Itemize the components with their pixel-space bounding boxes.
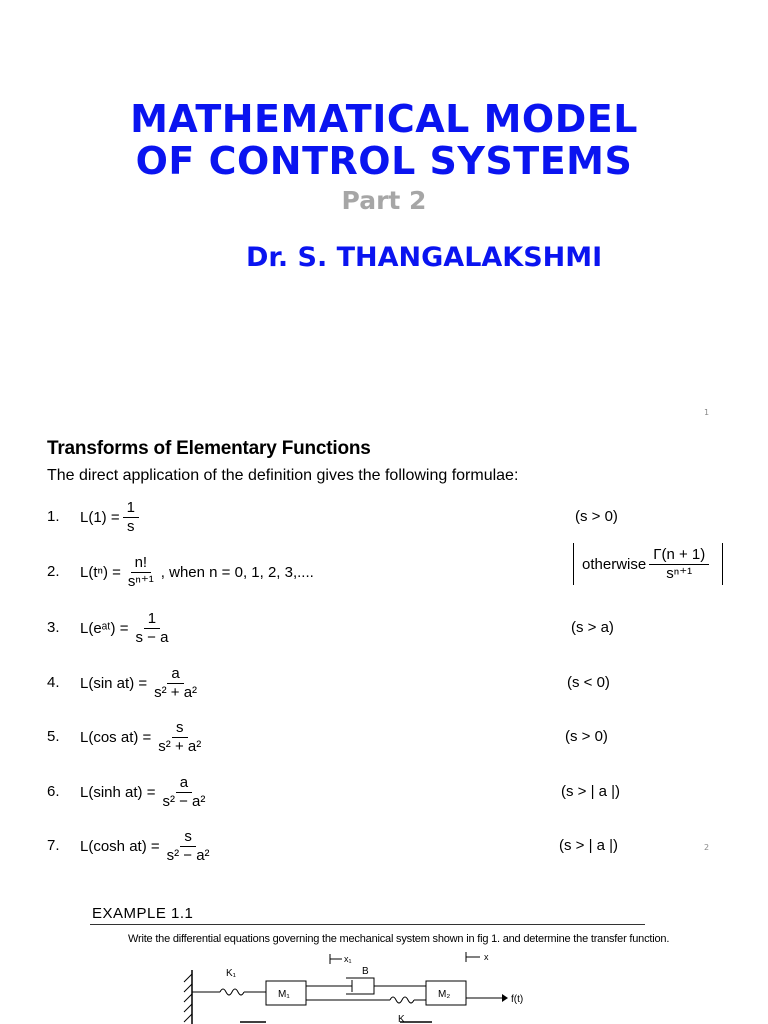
formula-expression (80, 769, 212, 815)
m2-label: M₂ (438, 989, 451, 1000)
fraction-denominator: s² + a² (158, 737, 202, 755)
formula-index: 3. (47, 619, 60, 636)
slide-title (0, 98, 768, 182)
fraction-numerator: a (167, 665, 183, 684)
fraction-denominator: s² − a² (162, 792, 206, 810)
formula-condition: (s > a) (571, 619, 614, 636)
formula-fraction (124, 554, 158, 591)
formula-index: 6. (47, 783, 60, 800)
example-heading: EXAMPLE 1.1 (92, 905, 194, 922)
fraction-numerator: 1 (123, 499, 139, 518)
x-label: x (484, 952, 489, 962)
formula-fraction (158, 774, 209, 811)
wall-hatching (184, 974, 192, 1022)
otherwise-label: otherwise (582, 555, 647, 573)
fraction-numerator: n! (131, 554, 152, 573)
formula-expression (80, 549, 314, 595)
formula-suffix: , when n = 0, 1, 2, 3,.... (160, 563, 314, 581)
formula-row (47, 714, 747, 760)
formula-fraction (163, 828, 214, 865)
divider (90, 924, 645, 925)
slide-subtitle: Part 2 (341, 186, 427, 215)
k1-label: K₁ (226, 968, 237, 979)
formula-index: 7. (47, 837, 60, 854)
fraction-denominator: s² + a² (154, 683, 198, 701)
slide-title-line-1: MATHEMATICAL MODEL (130, 97, 638, 141)
fraction-numerator: a (176, 774, 192, 793)
b-label: B (362, 966, 369, 977)
section-heading: Transforms of Elementary Functions (47, 438, 371, 459)
fraction-denominator: s − a (135, 628, 169, 646)
formula-condition: (s > | a |) (559, 837, 619, 854)
formula-lhs: L(sin at) = (80, 674, 148, 692)
otherwise-bracket (573, 543, 723, 585)
k-label: K (398, 1014, 405, 1024)
formula-expression (80, 823, 217, 869)
formula-index: 5. (47, 728, 60, 745)
x1-label: x₁ (344, 954, 352, 964)
formula-condition: (s > | a |) (561, 783, 621, 800)
damper-b (306, 978, 426, 994)
fraction-denominator: s (127, 517, 135, 535)
spring-k (306, 997, 426, 1003)
author-name: Dr. S. THANGALAKSHMI (246, 242, 603, 273)
formula-lhs: L(eᵃᵗ) = (80, 619, 129, 637)
formula-fraction (123, 499, 139, 536)
formula-index: 2. (47, 563, 60, 580)
force-label: f(t) (511, 994, 524, 1005)
formula-expression (80, 494, 142, 540)
fraction-denominator: sⁿ⁺¹ (127, 572, 154, 590)
page-number-2: 2 (704, 843, 710, 852)
fraction-denominator: sⁿ⁺¹ (666, 564, 693, 582)
formula-expression (80, 605, 175, 651)
otherwise-fraction (649, 546, 709, 583)
formula-lhs: L(1) = (80, 508, 120, 526)
formula-expression (80, 660, 204, 706)
example-description: Write the differential equations governing the mechanical system shown in fig 1. and determine the transfer function. (128, 933, 670, 945)
formula-condition: (s > 0) (575, 508, 618, 525)
formula-index: 4. (47, 674, 60, 691)
formula-row (47, 605, 747, 651)
formula-row (47, 769, 747, 815)
formula-lhs: L(cos at) = (80, 728, 152, 746)
force-arrowhead (502, 994, 508, 1002)
formula-fraction (154, 719, 205, 756)
formula-lhs: L(tⁿ) = (80, 563, 121, 581)
formula-row (47, 660, 747, 706)
fraction-denominator: s² − a² (166, 846, 210, 864)
m1-label: M₁ (278, 989, 290, 1000)
formula-condition: (s > 0) (565, 728, 608, 745)
slide-title-line-2: OF CONTROL SYSTEMS (135, 139, 633, 183)
fraction-numerator: 1 (144, 610, 160, 629)
formula-row (47, 823, 747, 869)
formula-lhs: L(cosh at) = (80, 837, 160, 855)
page-number-1: 1 (704, 408, 710, 417)
formula-lhs: L(sinh at) = (80, 783, 156, 801)
intro-text: The direct application of the definition gives the following formulae: (47, 467, 519, 484)
mechanical-system-diagram (170, 950, 550, 1024)
formula-index: 1. (47, 508, 60, 525)
fraction-numerator: s (180, 828, 196, 847)
formula-fraction (131, 610, 172, 647)
fraction-numerator: s (172, 719, 188, 738)
spring-k1 (192, 989, 266, 995)
formula-fraction (150, 665, 201, 702)
formula-condition: (s < 0) (567, 674, 610, 691)
formula-expression (80, 714, 208, 760)
formula-row (47, 494, 747, 540)
fraction-numerator: Γ(n + 1) (649, 546, 709, 565)
